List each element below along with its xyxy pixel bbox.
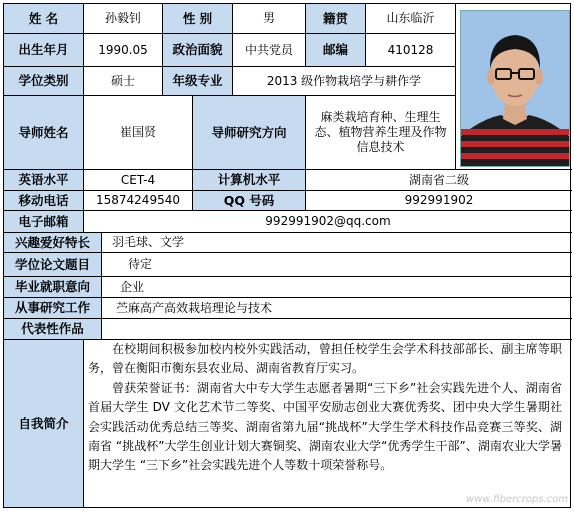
qq-label: QQ 号码 bbox=[193, 191, 306, 211]
phone-label: 移动电话 bbox=[4, 191, 84, 211]
birth-label: 出生年月 bbox=[4, 34, 84, 67]
political-label: 政治面貌 bbox=[163, 34, 233, 67]
advisor-label: 导师姓名 bbox=[4, 96, 84, 170]
thesis-label: 学位论文题目 bbox=[4, 253, 102, 277]
degree-value: 硕士 bbox=[84, 67, 163, 96]
origin-value: 山东临沂 bbox=[366, 4, 456, 34]
thesis-value: 待定 bbox=[102, 253, 572, 277]
computer-value: 湖南省二级 bbox=[306, 170, 572, 191]
direction-label: 导师研究方向 bbox=[193, 96, 306, 170]
postcode-label: 邮编 bbox=[306, 34, 366, 67]
phone-value: 15874249540 bbox=[84, 191, 193, 211]
qq-value: 992991902 bbox=[306, 191, 572, 211]
birth-value: 1990.05 bbox=[84, 34, 163, 67]
computer-label: 计算机水平 bbox=[193, 170, 306, 191]
name-label: 姓 名 bbox=[4, 4, 84, 34]
hobby-value: 羽毛球、文学 bbox=[102, 233, 572, 253]
origin-label: 籍贯 bbox=[306, 4, 366, 34]
grade-label: 年级专业 bbox=[163, 67, 233, 96]
job-label: 毕业就职意向 bbox=[4, 277, 102, 298]
research-label: 从事研究工作 bbox=[4, 298, 102, 319]
intro-paragraph: 在校期间积极参加校内校外实践活动，曾担任校学生会学术科技部部长、副主席等职务，曾在衡阳市衡东县农业局、湖南省教育厅实习。 bbox=[88, 342, 562, 376]
portrait-photo bbox=[461, 11, 569, 166]
intro-paragraph: 曾获荣誉证书：湖南省大中专大学生志愿者暑期“三下乡”社会实践先进个人、湖南省首届大学生 DV 文化艺术节二等奖、中国平安励志创业大赛优秀奖、团中央大学生暑期社会实践活动优秀总结三等奖、湖南省第九届“挑战杯”大学生学术科技作品竞赛三等奖、湖南省 “挑战杯”大学生创业计划大赛铜奖、湖南农业大学“优秀学生干部”、湖南农业大学暑期大学生 “三下乡”社会实践先进个人等数十项荣誉称号。 bbox=[88, 380, 562, 473]
political-value: 中共党员 bbox=[233, 34, 306, 67]
gender-label: 性 别 bbox=[163, 4, 233, 34]
watermark: www.fibercrops.com bbox=[466, 494, 568, 505]
email-label: 电子邮箱 bbox=[4, 211, 84, 233]
avatar bbox=[460, 10, 570, 167]
hobby-label: 兴趣爱好特长 bbox=[4, 233, 102, 253]
english-label: 英语水平 bbox=[4, 170, 84, 191]
direction-value: 麻类栽培育种、生理生态、植物营养生理及作物信息技术 bbox=[306, 96, 456, 170]
grade-value: 2013 级作物栽培学与耕作学 bbox=[233, 67, 456, 96]
research-value: 苎麻高产高效栽培理论与技术 bbox=[102, 298, 572, 319]
english-value: CET-4 bbox=[84, 170, 193, 191]
name-value: 孙毅钊 bbox=[84, 4, 163, 34]
job-value: 企业 bbox=[102, 277, 572, 298]
works-value bbox=[102, 319, 572, 340]
intro-text bbox=[84, 338, 566, 504]
email-value: 992991902@qq.com bbox=[84, 211, 572, 233]
gender-value: 男 bbox=[233, 4, 306, 34]
advisor-value: 崔国贤 bbox=[84, 96, 193, 170]
works-label: 代表性作品 bbox=[4, 319, 102, 340]
postcode-value: 410128 bbox=[366, 34, 456, 67]
intro-label: 自我简介 bbox=[4, 340, 84, 507]
degree-label: 学位类别 bbox=[4, 67, 84, 96]
